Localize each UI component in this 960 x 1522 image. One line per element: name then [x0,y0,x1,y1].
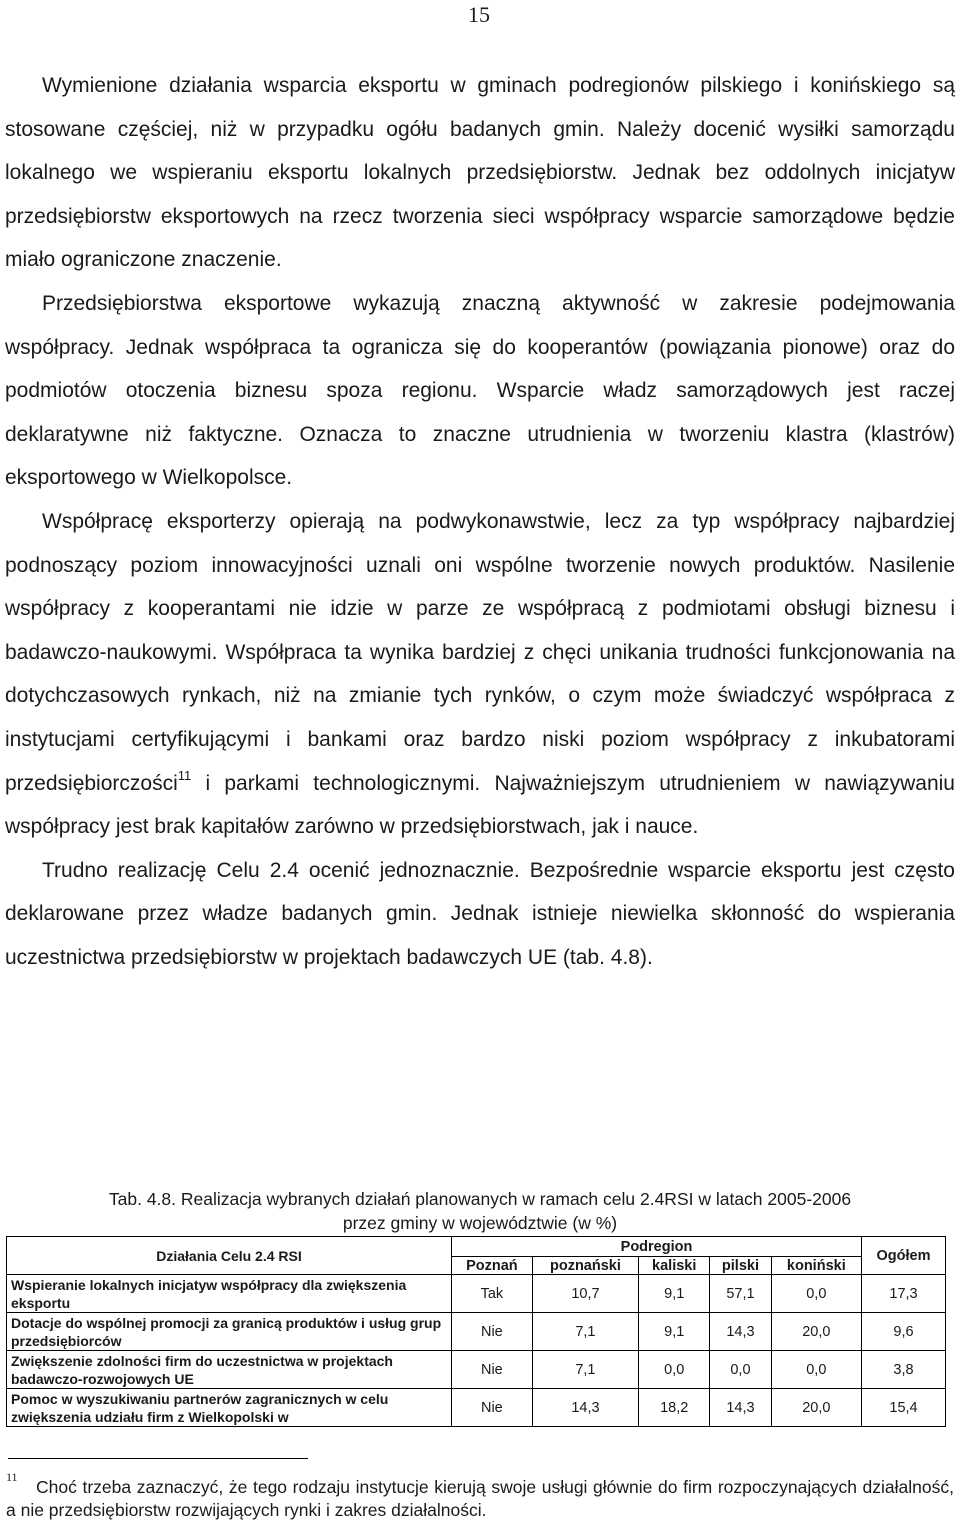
cell-total: 15,4 [862,1389,946,1427]
header-col-pilski: pilski [710,1257,771,1275]
header-actions: Działania Celu 2.4 RSI [7,1237,452,1275]
row-label: Wspieranie lokalnych inicjatyw współpracy dla zwiększenia eksportu [7,1275,452,1313]
cell-kaliski: 0,0 [639,1351,710,1389]
header-col-kaliski: kaliski [639,1257,710,1275]
cell-pilski: 0,0 [710,1351,771,1389]
cell-poznan: Nie [452,1389,533,1427]
header-total: Ogółem [862,1237,946,1275]
data-table [6,1236,946,1427]
cell-total: 17,3 [862,1275,946,1313]
paragraph-4: Trudno realizację Celu 2.4 ocenić jednoznacznie. Bezpośrednie wsparcie eksportu jest często deklarowane przez władze badanych gmin. Jednak istnieje niewielka skłonność do wspierania uczestnictwa przedsiębiorstw w projektach badawczych UE (tab. 4.8). [5,858,955,969]
footnote-number: 11 [6,1470,18,1484]
cell-total: 9,6 [862,1313,946,1351]
cell-poznanski: 7,1 [532,1351,638,1389]
table-caption [0,1187,960,1235]
row-label: Dotacje do wspólnej promocji za granicą produktów i usług grup przedsiębiorców [7,1313,452,1351]
cell-poznanski: 14,3 [532,1389,638,1427]
paragraph-3 [5,500,955,849]
cell-kaliski: 9,1 [639,1275,710,1313]
cell-koninski: 20,0 [771,1389,861,1427]
footnote-divider [8,1458,308,1459]
header-col-koninski: koniński [771,1257,861,1275]
cell-poznanski: 10,7 [532,1275,638,1313]
table-header-row-1 [7,1237,946,1257]
table-caption-line-1: Tab. 4.8. Realizacja wybranych działań planowanych w ramach celu 2.4RSI w latach 2005-2006 [108,1189,852,1209]
paragraph-2: Przedsiębiorstwa eksportowe wykazują znaczną aktywność w zakresie podejmowania współpracy. Jednak współpraca ta ogranicza się do kooperantów (powiązania pionowe) oraz do podmiotów otoczenia biznesu spoza regionu. Wsparcie władz samorządowych jest raczej deklaratywne niż faktyczne. Oznacza to znaczne utrudnienia w tworzeniu klastra (klastrów) eksportowego w Wielkopolsce. [5,291,955,490]
table-row [7,1313,946,1351]
cell-pilski: 57,1 [710,1275,771,1313]
footnote-text: Choć trzeba zaznaczyć, że tego rodzaju instytucje kierują swoje usługi głównie do firm rozpoczynających działalność, a nie przedsiębiorstw rozwijających rynki i zakres działalności. [6,1477,954,1520]
page-number: 15 [468,2,490,27]
row-label: Zwiększenie zdolności firm do uczestnictwa w projektach badawczo-rozwojowych UE [7,1351,452,1389]
paragraph-1: Wymienione działania wsparcia eksportu w gminach podregionów pilskiego i konińskiego są stosowane częściej, niż w przypadku ogółu badanych gmin. Należy docenić wysiłki samorządu lokalnego we wspieraniu eksportu lokalnych przedsiębiorstw. Jednak bez oddolnych inicjatyw przedsiębiorstw eksportowych na rzecz tworzenia sieci współpracy wsparcie samorządowe będzie miało ograniczone znaczenie. [5,74,955,272]
cell-kaliski: 18,2 [639,1389,710,1427]
paragraph-3-part-2: i parkami technologicznymi. Najważniejszym utrudnieniem w nawiązywaniu współpracy jest brak kapitałów zarówno w przedsiębiorstwach, jak i nauce. [5,771,955,839]
cell-koninski: 20,0 [771,1313,861,1351]
cell-poznan: Tak [452,1275,533,1313]
cell-pilski: 14,3 [710,1389,771,1427]
footnote-reference[interactable]: 11 [177,767,192,783]
table-row [7,1389,946,1427]
table-row [7,1351,946,1389]
cell-kaliski: 9,1 [639,1313,710,1351]
cell-poznan: Nie [452,1351,533,1389]
cell-total: 3,8 [862,1351,946,1389]
header-subregion: Podregion [452,1237,862,1257]
cell-koninski: 0,0 [771,1351,861,1389]
table-caption-line-2: przez gminy w województwie (w %) [342,1213,618,1233]
cell-pilski: 14,3 [710,1313,771,1351]
cell-poznanski: 7,1 [532,1313,638,1351]
cell-koninski: 0,0 [771,1275,861,1313]
row-label: Pomoc w wyszukiwaniu partnerów zagranicznych w celu zwiększenia udziału firm z Wielkopolski w [7,1389,452,1427]
paragraph-3-part-1: Współpracę eksporterzy opierają na podwykonawstwie, lecz za typ współpracy najbardziej podnoszący poziom innowacyjności uznali oni wspólne tworzenie nowych produktów. Nasilenie współpracy z kooperantami nie idzie w parze ze współpracą z podmiotami obsługi biznesu i badawczo-naukowymi. Współpraca ta wynika bardziej z chęci unikania trudności funkcjonowania na dotychczasowych rynkach, niż na zmianie tych rynków, o czym może świadczyć współpraca z instytucjami certyfikującymi i bankami oraz bardzo niski poziom współpracy z inkubatorami przedsiębiorczości [5,509,955,795]
header-col-poznan: Poznań [452,1257,533,1275]
cell-poznan: Nie [452,1313,533,1351]
body-text [5,64,955,979]
header-col-poznanski: poznański [532,1257,638,1275]
table-row [7,1275,946,1313]
